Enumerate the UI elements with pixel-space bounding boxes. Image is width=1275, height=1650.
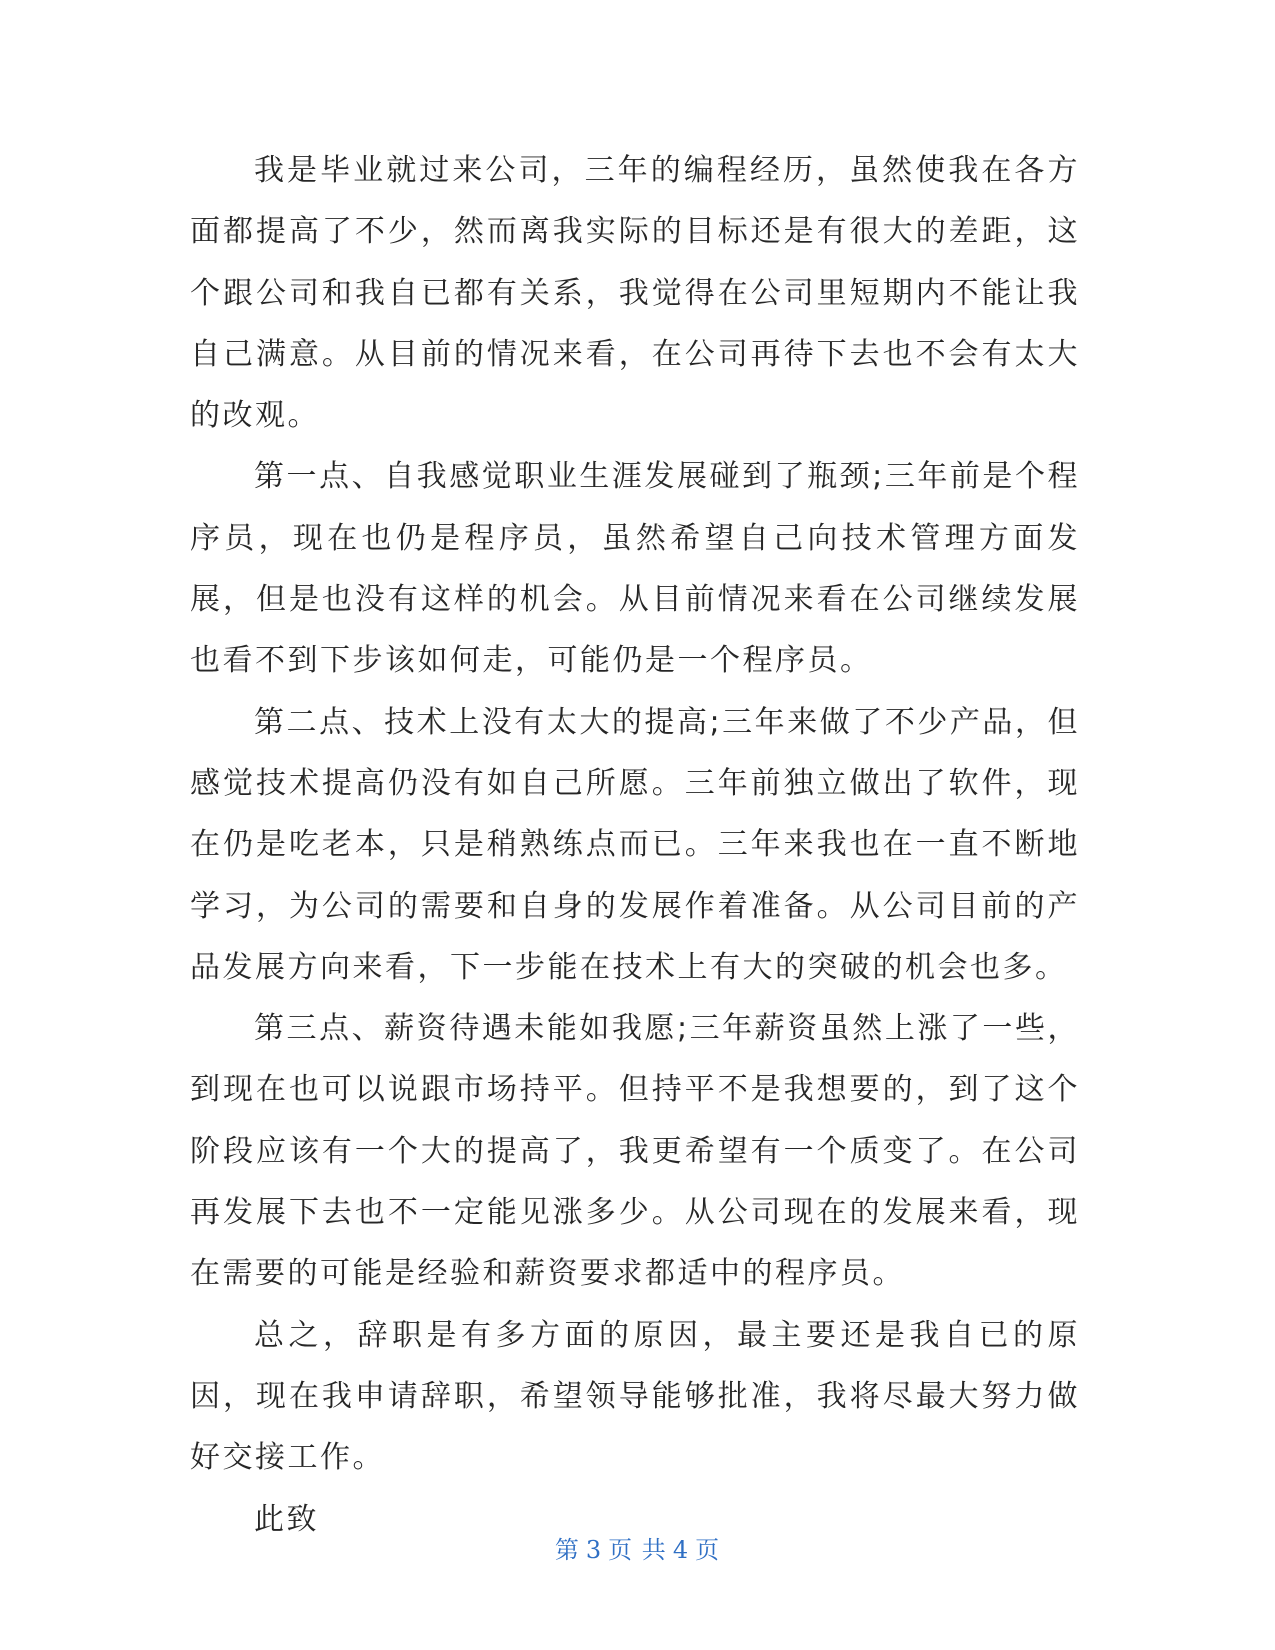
document-body — [190, 140, 1080, 1550]
paragraph-point-three: 第三点、薪资待遇未能如我愿;三年薪资虽然上涨了一些，到现在也可以说跟市场持平。但持平不是我想要的，到了这个阶段应该有一个大的提高了，我更希望有一个质变了。在公司再发展下去也不一定能见涨多少。从公司现在的发展来看，现在需要的可能是经验和薪资要求都适中的程序员。 — [190, 1011, 1080, 1292]
paragraph-point-two: 第二点、技术上没有太大的提高;三年来做了不少产品，但感觉技术提高仍没有如自己所愿。三年前独立做出了软件，现在仍是吃老本，只是稍熟练点而已。三年来我也在一直不断地学习，为公司的需要和自身的发展作着准备。从公司目前的产品发展方向来看，下一步能在技术上有大的突破的机会也多。 — [190, 704, 1080, 985]
footer-current-page: 3 — [585, 1536, 603, 1564]
footer-suffix: 页 — [695, 1536, 721, 1564]
paragraph-intro: 我是毕业就过来公司，三年的编程经历，虽然使我在各方面都提高了不少，然而离我实际的目标还是有很大的差距，这个跟公司和我自已都有关系，我觉得在公司里短期内不能让我自己满意。从目前的情况来看，在公司再待下去也不会有太大的改观。 — [190, 153, 1080, 434]
page-footer — [0, 1535, 1275, 1565]
paragraph-conclusion: 总之，辞职是有多方面的原因，最主要还是我自已的原因，现在我申请辞职，希望领导能够批准，我将尽最大努力做好交接工作。 — [190, 1317, 1080, 1476]
footer-prefix: 第 — [554, 1536, 580, 1564]
footer-middle: 页 共 — [608, 1536, 667, 1564]
paragraph-point-one: 第一点、自我感觉职业生涯发展碰到了瓶颈;三年前是个程序员，现在也仍是程序员，虽然希望自己向技术管理方面发展，但是也没有这样的机会。从目前情况来看在公司继续发展也看不到下步该如何走，可能仍是一个程序员。 — [190, 459, 1080, 679]
paragraph-closing: 此致 — [254, 1501, 319, 1537]
footer-total-pages: 4 — [672, 1536, 690, 1564]
